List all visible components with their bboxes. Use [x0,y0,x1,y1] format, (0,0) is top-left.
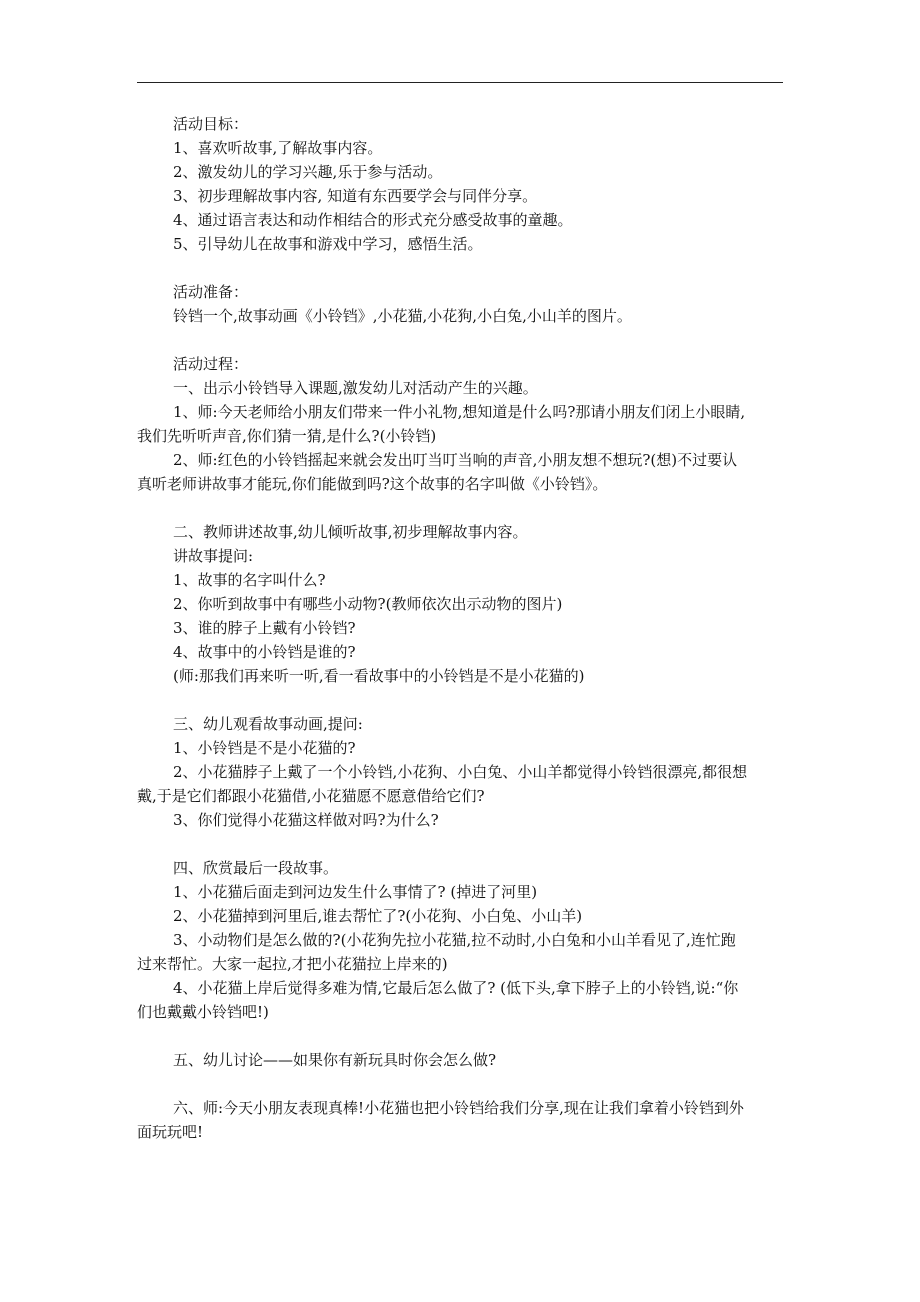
goals-heading: 活动目标： [173,115,249,133]
question-item: 2、小花猫掉到河里后,谁去帮忙了?(小花狗、小白兔、小山羊) [173,907,583,925]
section-title: 一、出示小铃铛导入课题,激发幼儿对活动产生的兴趣。 [173,379,538,397]
section-paragraph: 1、师:今天老师给小朋友们带来一件小礼物,想知道是什么吗?那请小朋友们闭上小眼睛,我们先听听声音,你们猜一猜,是什么?(小铃铛) [137,403,746,445]
section-title: 四、欣赏最后一段故事。 [173,859,339,877]
header-rule [137,82,783,83]
goal-item: 1、喜欢听故事,了解故事内容。 [173,139,383,157]
section-title: 二、教师讲述故事,幼儿倾听故事,初步理解故事内容。 [173,523,528,541]
question-item: 1、小铃铛是不是小花猫的? [173,739,356,757]
question-item: 4、故事中的小铃铛是谁的? [173,643,356,661]
section-title: 六、师:今天小朋友表现真棒!小花猫也把小铃铛给我们分享,现在让我们拿着小铃铛到外面玩玩吧! [137,1099,744,1141]
question-item: 1、小花猫后面走到河边发生什么事情了? (掉进了河里) [173,883,538,901]
question-item: 3、你们觉得小花猫这样做对吗?为什么? [173,811,439,829]
question-item: 4、小花猫上岸后觉得多难为情,它最后怎么做了? (低下头,拿下脖子上的小铃铛,说:“你们也戴戴小铃铛吧!) [137,979,739,1021]
prep-heading: 活动准备： [173,283,249,301]
section-title: 五、幼儿讨论——如果你有新玩具时你会怎么做? [173,1051,497,1069]
section-paragraph: 2、师:红色的小铃铛摇起来就会发出叮当叮当响的声音,小朋友想不想玩?(想)不过要认真听老师讲故事才能玩,你们能做到吗?这个故事的名字叫做《小铃铛》。 [137,451,738,493]
process-heading: 活动过程： [173,355,249,373]
goal-item: 3、初步理解故事内容, 知道有东西要学会与同伴分享。 [173,187,538,205]
question-item: 2、小花猫脖子上戴了一个小铃铛,小花狗、小白兔、小山羊都觉得小铃铛很漂亮,都很想戴,于是它们都跟小花猫借,小花猫愿不愿意借给它们? [137,763,748,805]
question-item: 3、谁的脖子上戴有小铃铛? [173,619,356,637]
question-item: 2、你听到故事中有哪些小动物?(教师依次出示动物的图片) [173,595,563,613]
teacher-note: (师:那我们再来听一听,看一看故事中的小铃铛是不是小花猫的) [173,667,585,685]
goal-item: 2、激发幼儿的学习兴趣,乐于参与活动。 [173,163,443,181]
goal-item: 5、引导幼儿在故事和游戏中学习，感悟生活。 [173,235,483,253]
document-body [137,112,793,1144]
section-subtitle: 讲故事提问: [173,547,254,565]
section-title: 三、幼儿观看故事动画,提问: [173,715,363,733]
prep-text: 铃铛一个,故事动画《小铃铛》,小花猫,小花狗,小白兔,小山羊的图片。 [173,307,632,325]
question-item: 1、故事的名字叫什么? [173,571,326,589]
goal-item: 4、通过语言表达和动作相结合的形式充分感受故事的童趣。 [173,211,573,229]
question-item: 3、小动物们是怎么做的?(小花狗先拉小花猫,拉不动时,小白兔和小山羊看见了,连忙跑过来帮忙。大家一起拉,才把小花猫拉上岸来的) [137,931,736,973]
